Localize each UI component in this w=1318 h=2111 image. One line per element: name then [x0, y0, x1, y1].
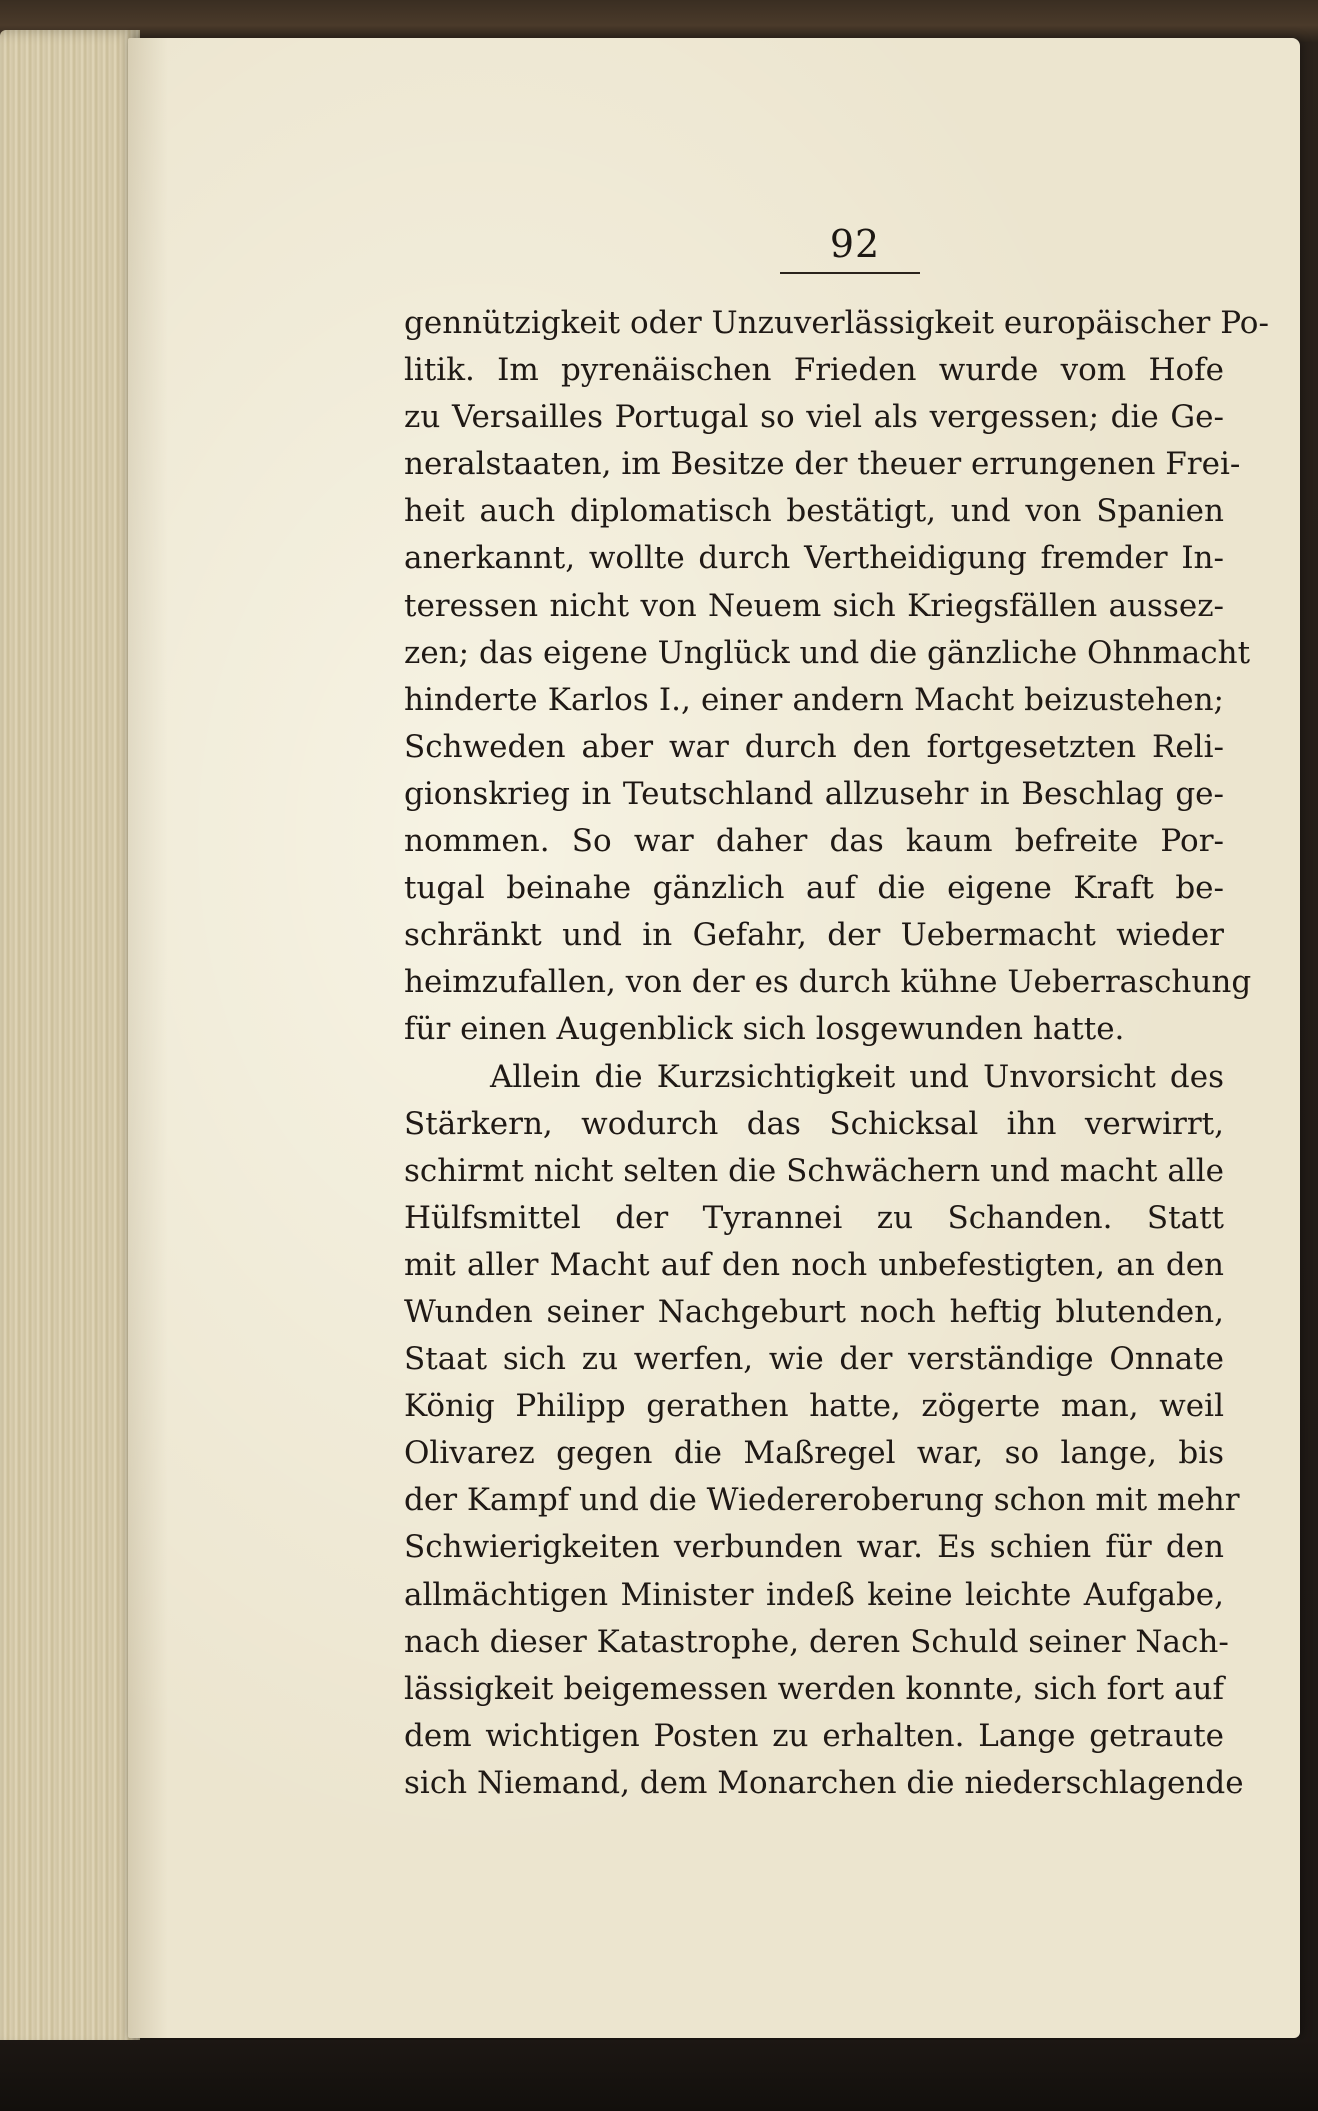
text-line: lässigkeit beigemessen werden konnte, sich fort auf [404, 1670, 1224, 1707]
text-line: Olivarez gegen die Maßregel war, so lange, bis [404, 1435, 1224, 1472]
text-line: dem wichtigen Posten zu erhalten. Lange getraute [404, 1717, 1224, 1754]
text-line: teressen nicht von Neuem sich Kriegsfällen aussez- [404, 587, 1224, 624]
text-line: König Philipp gerathen hatte, zögerte man, weil [404, 1388, 1224, 1425]
text-line: Hülfsmittel der Tyrannei zu Schanden. Statt [404, 1199, 1224, 1236]
body-text [404, 300, 1269, 1807]
text-line: Allein die Kurzsichtigkeit und Unvorsicht des [490, 1058, 1224, 1095]
text-line: litik. Im pyrenäischen Frieden wurde vom Hofe [404, 352, 1224, 389]
text-line: Stärkern, wodurch das Schicksal ihn verwirrt, [404, 1105, 1224, 1142]
text-line: Schwierigkeiten verbunden war. Es schien für den [404, 1529, 1224, 1566]
text-line: sich Niemand, dem Monarchen die niederschlagende [404, 1764, 1244, 1801]
text-line: anerkannt, wollte durch Vertheidigung fremder In- [404, 540, 1224, 577]
book-cover-edge [0, 0, 1318, 42]
text-line: hinderte Karlos I., einer andern Macht beizustehen; [404, 681, 1224, 718]
text-line: gennützigkeit oder Unzuverlässigkeit europäischer Po- [404, 305, 1269, 341]
text-line: tugal beinahe gänzlich auf die eigene Kraft be- [404, 870, 1224, 907]
book-bottom-edge [0, 2040, 1318, 2111]
text-line: Wunden seiner Nachgeburt noch heftig blutenden, [404, 1293, 1224, 1330]
page-number-rule [780, 272, 920, 274]
text-line: Schweden aber war durch den fortgesetzten Reli- [404, 728, 1224, 765]
page-edges [0, 30, 140, 2050]
text-line: mit aller Macht auf den noch unbefestigten, an den [404, 1246, 1224, 1283]
paragraph-1 [404, 300, 1269, 1054]
text-line: heimzufallen, von der es durch kühne Ueberraschung [404, 964, 1252, 1001]
paragraph-2 [404, 1054, 1244, 1808]
text-line: Staat sich zu werfen, wie der verständige Onnate [404, 1341, 1224, 1378]
text-line: schirmt nicht selten die Schwächern und macht alle [404, 1152, 1224, 1189]
text-line: zen; das eigene Unglück und die gänzliche Ohnmacht [404, 634, 1251, 671]
text-line: nach dieser Katastrophe, deren Schuld seiner Nach- [404, 1623, 1229, 1660]
text-line: neralstaaten, im Besitze der theuer errungenen Frei- [404, 446, 1241, 483]
text-line: gionskrieg in Teutschland allzusehr in Beschlag ge- [404, 775, 1224, 812]
text-line: zu Versailles Portugal so viel als vergessen; die Ge- [404, 399, 1224, 436]
text-line: der Kampf und die Wiedereroberung schon mit mehr [404, 1482, 1240, 1519]
text-line: für einen Augenblick sich losgewunden hatte. [404, 1011, 1125, 1048]
page-number: 92 [829, 222, 881, 266]
text-line: schränkt und in Gefahr, der Uebermacht wieder [404, 917, 1224, 954]
text-line: allmächtigen Minister indeß keine leichte Aufgabe, [404, 1576, 1224, 1613]
text-line: nommen. So war daher das kaum befreite Por- [404, 823, 1224, 860]
text-line: heit auch diplomatisch bestätigt, und von Spanien [404, 493, 1224, 530]
